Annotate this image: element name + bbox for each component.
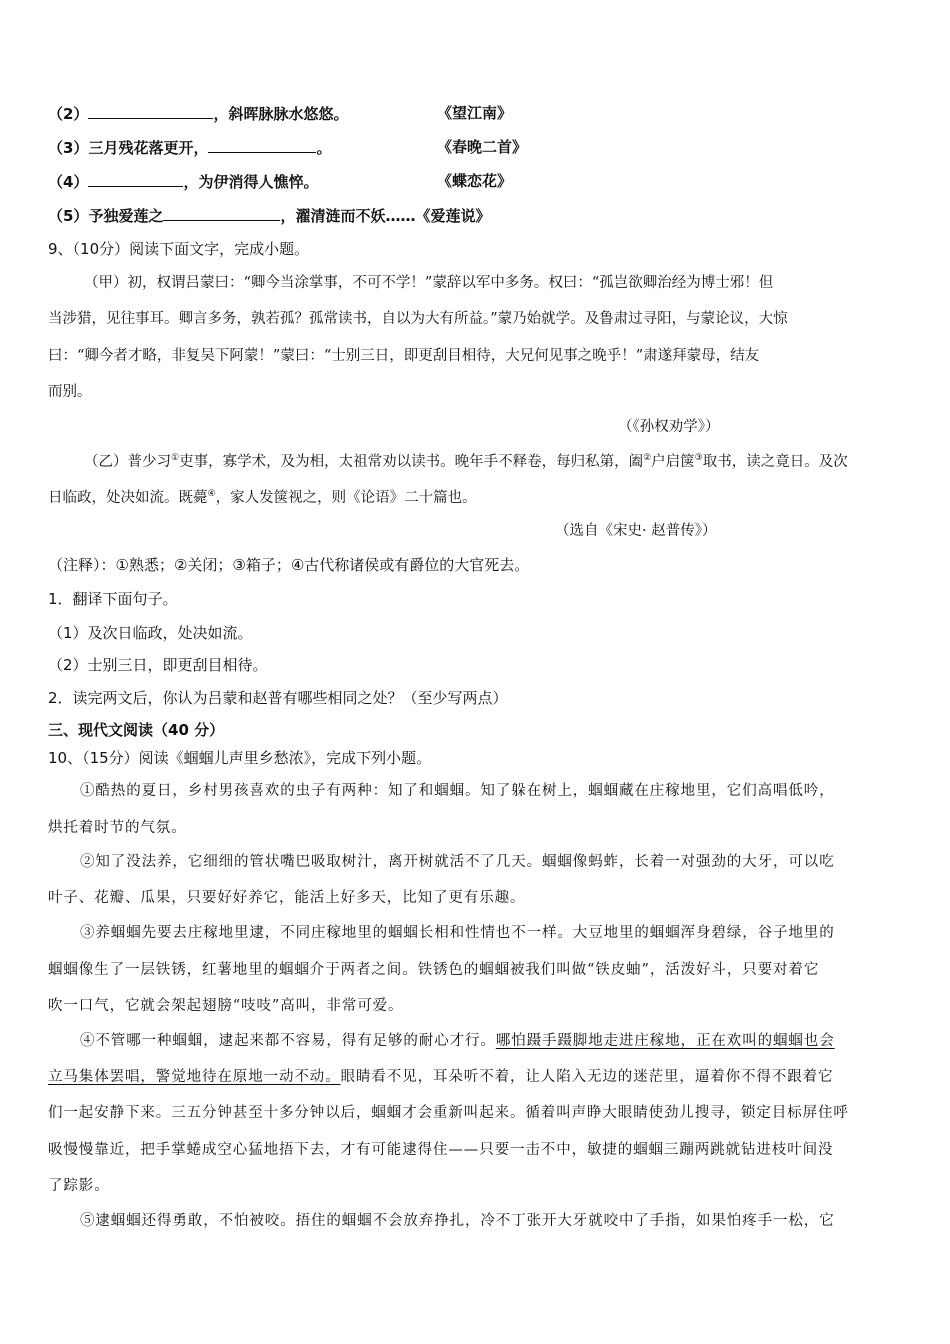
underlined-sentence: 哪怕蹑手蹑脚地走进庄稼地，正在欢叫的蝈蝈也会 bbox=[495, 1033, 835, 1049]
annotation-notes: （注释）：①熟悉；②关闭；③箱子；④古代称诸侯或有爵位的大官死去。 bbox=[48, 556, 530, 574]
poem-line-4 bbox=[48, 171, 318, 192]
poem-text: 。 bbox=[316, 139, 332, 157]
underlined-sentence: 立马集体罢唱，警觉地待在原地一动不动。 bbox=[48, 1069, 341, 1085]
poem-source: 《蝶恋花》 bbox=[437, 172, 513, 190]
reading-paragraph-line: 立马集体罢唱，警觉地待在原地一动不动。眼睛看不见，耳朵听不着，让人陷入无边的迷茫里，逼着你不得不跟着它 bbox=[48, 1069, 834, 1085]
question-10-heading: 10、（15分）阅读《蝈蝈儿声里乡愁浓》，完成下列小题。 bbox=[48, 749, 432, 767]
passage-jia-line: （甲）初，权谓吕蒙曰：“卿今当涂掌事，不可不学！”蒙辞以军中多务。权曰：“孤岂欲卿治经为博士邪！但 bbox=[84, 275, 774, 291]
poem-line-3 bbox=[48, 137, 331, 158]
reading-paragraph-line: ②知了没法养，它细细的管状嘴巴吸取树汁，离开树就活不了几天。蝈蝈像蚂蚱，长着一对强劲的大牙，可以吃 bbox=[80, 854, 835, 870]
answer-blank[interactable] bbox=[88, 103, 213, 119]
reading-paragraph-line: ⑤逮蝈蝈还得勇敢，不怕被咬。捂住的蝈蝈不会放弃挣扎，冷不丁张开大牙就咬中了手指，如果怕疼手一松，它 bbox=[80, 1213, 835, 1229]
footnote-marker: ③ bbox=[694, 453, 703, 464]
poem-text: ，为伊消得人憔悴。 bbox=[183, 173, 319, 191]
passage-jia-line: 曰：“卿今者才略，非复吴下阿蒙！”蒙曰：“士别三日，即更刮目相待，大兄何见事之晚乎！”肃遂拜蒙母，结友 bbox=[48, 348, 760, 364]
passage-yi-source: （选自《宋史· 赵普传》） bbox=[555, 523, 717, 539]
poem-number: （4） bbox=[48, 173, 89, 191]
answer-blank[interactable] bbox=[163, 205, 280, 221]
sub-question: 2．读完两文后，你认为吕蒙和赵普有哪些相同之处？（至少写两点） bbox=[48, 689, 508, 707]
poem-text: ，濯清涟而不妖…… bbox=[280, 207, 416, 225]
reading-paragraph-line: 们一起安静下来。三五分钟甚至十多分钟以后，蝈蝈才会重新叫起来。循着叫声睁大眼睛使劲儿搜寻，锁定目标屏住呼 bbox=[48, 1105, 849, 1121]
reading-paragraph-line: 了踪影。 bbox=[48, 1178, 110, 1194]
passage-jia-line: 当涉猎，见往事耳。卿言多务，孰若孤？孤常读书，自以为大有所益。”蒙乃始就学。及鲁肃过寻阳，与蒙论议，大惊 bbox=[48, 311, 788, 327]
reading-paragraph-line: ①酷热的夏日，乡村男孩喜欢的虫子有两种：知了和蝈蝈。知了躲在树上，蝈蝈藏在庄稼地里，它们高唱低吟， bbox=[80, 783, 835, 799]
footnote-marker: ① bbox=[171, 453, 180, 464]
passage-jia-line: 而别。 bbox=[48, 384, 92, 400]
answer-blank[interactable] bbox=[88, 171, 183, 187]
reading-paragraph-line: 叶子、花瓣、瓜果，只要好好养它，能活上好多天，比知了更有乐趣。 bbox=[48, 890, 526, 906]
poem-source: 《春晚二首》 bbox=[437, 138, 528, 156]
poem-number: （2） bbox=[48, 105, 89, 123]
reading-paragraph-line: 烘托着时节的气氛。 bbox=[48, 820, 187, 836]
poem-source: 《望江南》 bbox=[437, 104, 513, 122]
reading-paragraph-line: ④不管哪一种蝈蝈，逮起来都不容易，得有足够的耐心才行。哪怕蹑手蹑脚地走进庄稼地，正在欢叫的蝈蝈也会 bbox=[80, 1033, 835, 1049]
section-title: 三、现代文阅读（40 分） bbox=[48, 721, 225, 739]
poem-number: （3） bbox=[48, 139, 89, 157]
footnote-marker: ② bbox=[643, 453, 652, 464]
sub-question: 1．翻译下面句子。 bbox=[48, 590, 178, 608]
reading-paragraph-line: 蝈蝈像生了一层铁锈，红薯地里的蝈蝈介于两者之间。铁锈色的蝈蝈被我们叫做“铁皮蚰”，活泼好斗，只要对着它 bbox=[48, 962, 820, 978]
poem-text: 三月残花落更开， bbox=[88, 139, 209, 157]
question-9-heading: 9、（10分）阅读下面文字，完成小题。 bbox=[48, 240, 310, 258]
footnote-marker: ④ bbox=[207, 489, 216, 500]
reading-paragraph-line: ③养蝈蝈先要去庄稼地里逮，不同庄稼地里的蝈蝈长相和性情也不一样。大豆地里的蝈蝈浑身碧绿，谷子地里的 bbox=[80, 925, 835, 941]
sub-question: （2）士别三日，即更刮目相待。 bbox=[48, 656, 268, 674]
poem-text: 予独爱莲之 bbox=[88, 207, 164, 225]
poem-text: ，斜晖脉脉水悠悠。 bbox=[213, 105, 349, 123]
passage-jia-source: （《孙权劝学》） bbox=[618, 419, 720, 435]
passage-yi-line: 日临政，处决如流。既薨④，家人发箧视之，则《论语》二十篇也。 bbox=[48, 489, 477, 506]
answer-blank[interactable] bbox=[208, 137, 316, 153]
reading-paragraph-line: 吸慢慢靠近，把手掌蜷成空心猛地捂下去，才有可能逮得住——只要一击不中，敏捷的蝈蝈三蹦两跳就钻进枝叶间没 bbox=[48, 1142, 834, 1158]
sub-question: （1）及次日临政，处决如流。 bbox=[48, 624, 253, 642]
reading-paragraph-line: 吹一口气，它就会架起翅膀“吱吱”高叫，非常可爱。 bbox=[48, 998, 404, 1014]
passage-yi-line: （乙）普少习①吏事，寡学术，及为相，太祖常劝以读书。晚年手不释卷，每归私第，阖②户启箧③取书，读之竟日。及次 bbox=[84, 453, 848, 470]
poem-source: 《爱莲说》 bbox=[415, 207, 491, 225]
poem-number: （5） bbox=[48, 207, 89, 225]
poem-line-5 bbox=[48, 205, 490, 226]
poem-line-2 bbox=[48, 103, 348, 124]
